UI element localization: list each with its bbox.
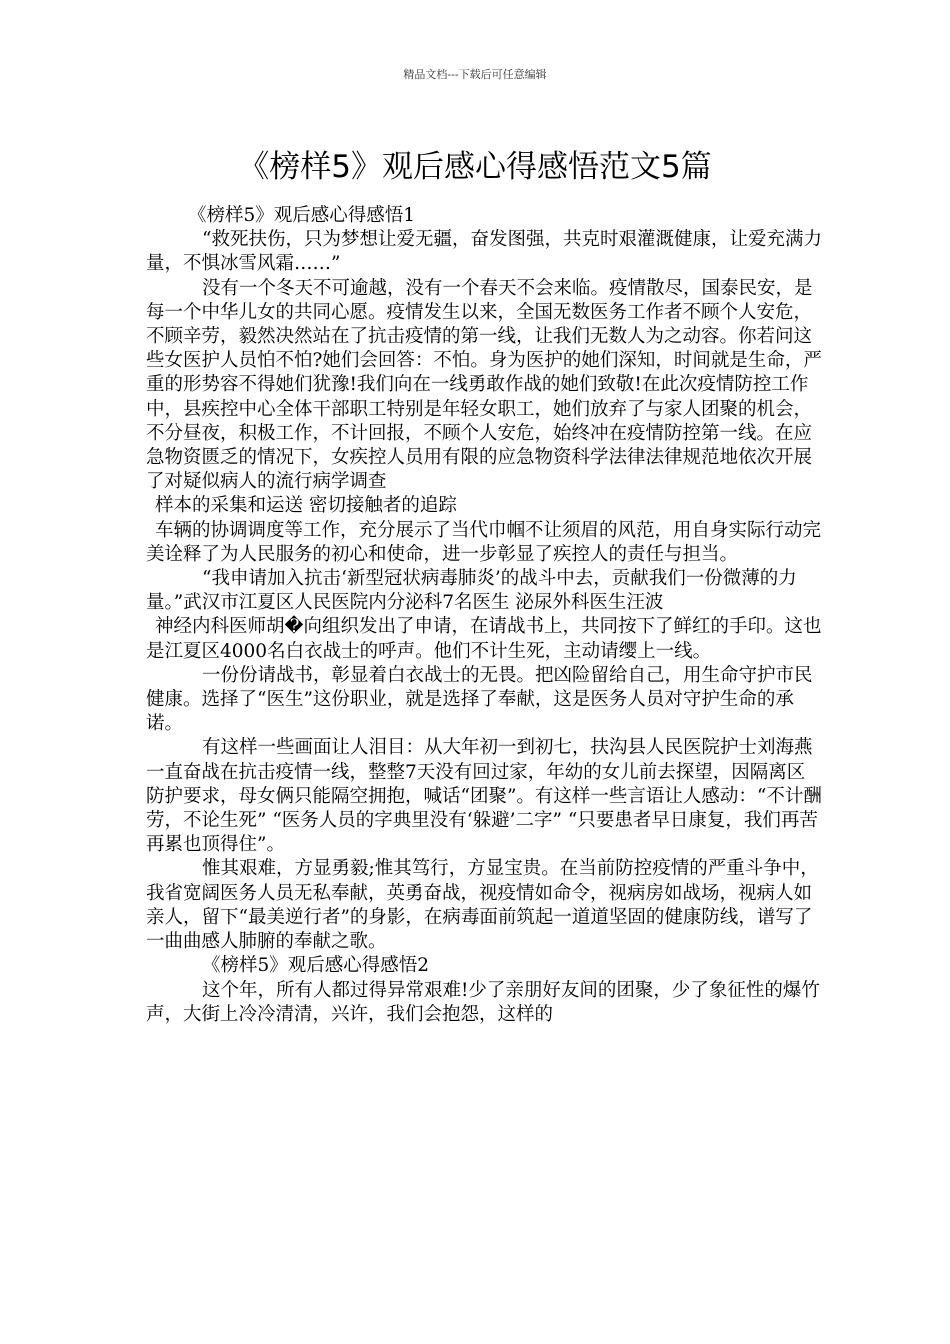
- document-body: [146, 204, 822, 1027]
- paragraph: 有这样一些画面让人泪目：从大年初一到初七，扶沟县人民医院护士刘海燕一直奋战在抗击疫情一线，整整7天没有回过家，年幼的女儿前去探望，因隔离区防护要求，母女俩只能隔空拥抱，喊话“团聚”。有这样一些言语让人感动：“不计酬劳，不论生死” “医务人员的字典里没有‘躲避’二字” “只要患者早日康复，我们再苦再累也顶得住”。: [146, 737, 822, 856]
- section-heading: 《榜样5》观后感心得感悟1: [188, 205, 416, 226]
- document-title: 《榜样5》观后感心得感悟范文5篇: [238, 148, 712, 185]
- section-heading: 《榜样5》观后感心得感悟2: [202, 955, 430, 977]
- paragraph: “救死扶伤，只为梦想让爱无疆，奋发图强，共克时艰灌溉健康，让爱充满力量，不惧冰雪风霜……”: [146, 229, 822, 275]
- page-header: 精品文档---下载后可任意编辑: [403, 68, 547, 81]
- paragraph: 没有一个冬天不可逾越，没有一个春天不会来临。疫情散尽，国泰民安，是每一个中华儿女的共同心愿。疫情发生以来，全国无数医务工作者不顾个人安危，不顾辛劳，毅然决然站在了抗击疫情的第一线，让我们无数人为之动容。你若问这些女医护人员怕不怕?她们会回答：不怕。身为医护的她们深知，时间就是生命，严重的形势容不得她们犹豫!我们向在一线勇敢作战的她们致敬!在此次疫情防控工作中，县疾控中心全体干部职工特别是年轻女职工，她们放弃了与家人团聚的机会，不分昼夜，积极工作，不计回报，不顾个人安危，始终冲在疫情防控第一线。在应急物资匮乏的情况下，女疾控人员用有限的应急物资科学法律法律规范地依次开展了对疑似病人的流行病学调查: [146, 277, 822, 493]
- paragraph: “我申请加入抗击‘新型冠状病毒肺炎’的战斗中去，贡献我们一份微薄的力量。”武汉市江夏区人民医院内分泌科7名医生 泌尿外科医生汪波: [146, 568, 797, 614]
- paragraph: 这个年，所有人都过得异常艰难!少了亲朋好友间的团聚，少了象征性的爆竹声，大街上冷冷清清，兴许，我们会抱怨，这样的: [146, 979, 820, 1025]
- paragraph: 样本的采集和运送 密切接触者的追踪: [155, 495, 457, 517]
- paragraph: 一份份请战书，彰显着白衣战士的无畏。把凶险留给自己，用生命守护市民健康。选择了“医生”这份职业，就是选择了奉献，这是医务人员对守护生命的承诺。: [146, 664, 813, 735]
- paragraph: 惟其艰难，方显勇毅;惟其笃行，方显宝贵。在当前防控疫情的严重斗争中，我省宽阔医务人员无私奉献，英勇奋战，视疫情如命令，视病房如战场，视病人如亲人，留下“最美逆行者”的身影，在病毒面前筑起一道道坚固的健康防线，谱写了一曲曲感人肺腑的奉献之歌。: [146, 858, 819, 953]
- paragraph: 车辆的协调调度等工作，充分展示了当代巾帼不让须眉的风范，用自身实际行动完美诠释了为人民服务的初心和使命，进一步彰显了疾控人的责任与担当。: [146, 519, 822, 565]
- paragraph: 神经内科医师胡�向组织发出了申请，在请战书上，共同按下了鲜红的手印。这也是江夏区4000名白衣战士的呼声。他们不计生死，主动请缨上一线。: [146, 616, 822, 662]
